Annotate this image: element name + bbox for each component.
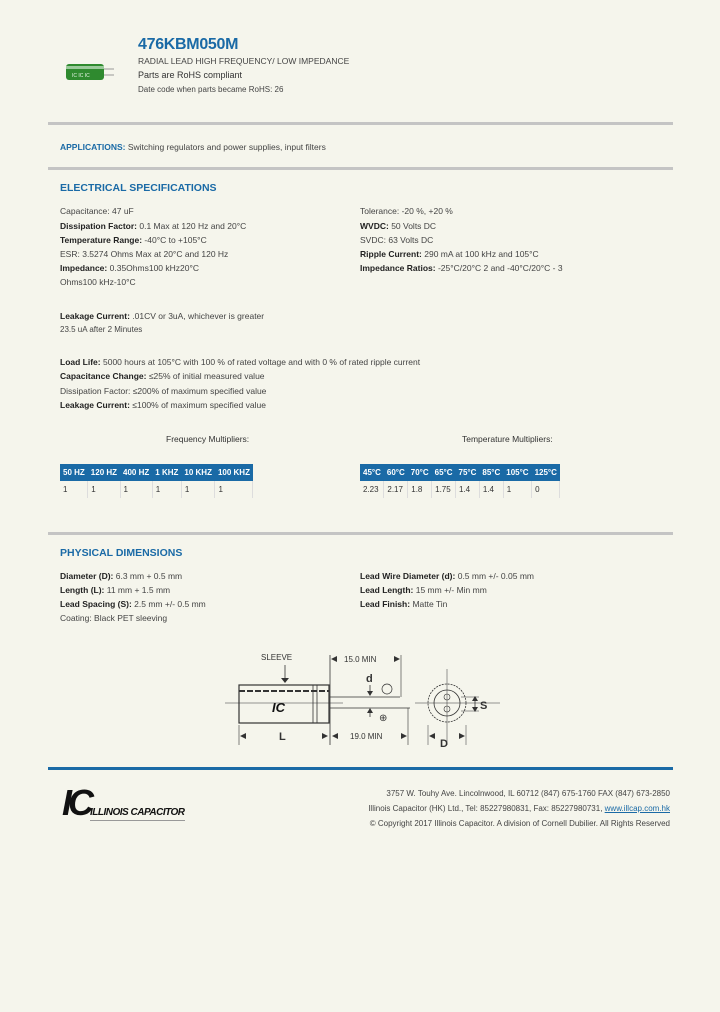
spec-value: 0.1 Max at 120 Hz and 20°C (139, 221, 247, 231)
spec-leakage-note: 23.5 uA after 2 Minutes (60, 325, 143, 334)
table-cell: 1 (181, 481, 215, 498)
spec-label: Capacitance: (60, 206, 110, 216)
dimension-diagram (225, 645, 505, 750)
table-header-row (360, 464, 560, 481)
spec-label: Diameter (D): (60, 571, 114, 581)
lead-diameter-label: d (366, 673, 373, 685)
logo-mark: IC (62, 782, 90, 823)
spec-esr (60, 249, 228, 259)
logo-underline (90, 820, 185, 821)
spec-value: ≤100% of maximum specified value (132, 400, 266, 410)
divider (48, 532, 673, 535)
spec-label: WVDC: (360, 221, 389, 231)
spec-value: 15 mm +/- Min mm (415, 585, 487, 595)
dim-lead-length (360, 585, 487, 595)
table-header: 120 HZ (88, 464, 120, 481)
spec-label: ESR: (60, 249, 80, 259)
spec-leakage-current (60, 311, 264, 321)
table-header: 105°C (503, 464, 531, 481)
divider (48, 122, 673, 125)
dim-coating (60, 613, 167, 623)
physical-dimensions-title: PHYSICAL DIMENSIONS (60, 547, 183, 559)
spec-value: 11 mm + 1.5 mm (106, 585, 171, 595)
spec-label: Temperature Range: (60, 235, 143, 245)
table-header: 75°C (456, 464, 480, 481)
spec-value: 3.5274 Ohms Max at 20°C and 120 Hz (82, 249, 229, 259)
table-row (60, 481, 253, 498)
table-cell: 1 (152, 481, 181, 498)
table-header: 10 KHZ (181, 464, 215, 481)
spec-capacitance (60, 206, 134, 216)
frequency-multipliers-table (60, 464, 253, 498)
spec-value: Black PET sleeving (94, 613, 168, 623)
spec-label: Length (L): (60, 585, 105, 595)
spec-label: Impedance: (60, 263, 108, 273)
spec-label: Leakage Current: (60, 400, 130, 410)
spec-label: Dissipation Factor: (60, 386, 131, 396)
table-header: 85°C (479, 464, 503, 481)
table-header: 400 HZ (120, 464, 152, 481)
table-header: 45°C (360, 464, 384, 481)
spec-value: 6.3 mm + 0.5 mm (115, 571, 183, 581)
lead-spacing-label: S (480, 700, 488, 712)
table-cell: 1 (88, 481, 120, 498)
rohs-date-code: Date code when parts became RoHS: 26 (138, 85, 284, 94)
table-cell: 2.17 (384, 481, 408, 498)
logo-text: ILLINOIS CAPACITOR (90, 807, 185, 818)
rohs-status: Parts are RoHS compliant (138, 70, 243, 80)
spec-load-life (60, 357, 420, 367)
spec-value: 290 mA at 100 kHz and 105°C (424, 249, 539, 259)
spec-value: .01CV or 3uA, whichever is greater (132, 311, 265, 321)
spec-ripple-current (360, 249, 539, 259)
table-header-row (60, 464, 253, 481)
spec-value: 5000 hours at 105°C with 100 % of rated voltage and with 0 % of rated ripple current (102, 357, 421, 367)
dim-lead-wire-diameter (360, 571, 534, 581)
applications-row (60, 142, 326, 152)
part-number: 476KBM050M (138, 36, 239, 53)
spec-dissipation-change (60, 386, 266, 396)
spec-leakage-change (60, 400, 266, 410)
table-cell: 1 (215, 481, 253, 498)
spec-label: Dissipation Factor: (60, 221, 137, 231)
table-header: 50 HZ (60, 464, 88, 481)
length-label: L (279, 731, 286, 743)
spec-value: Matte Tin (412, 599, 448, 609)
table-header: 60°C (384, 464, 408, 481)
spec-temperature-range (60, 235, 207, 245)
spec-label: Coating: (60, 613, 92, 623)
part-description: RADIAL LEAD HIGH FREQUENCY/ LOW IMPEDANCE (138, 56, 350, 66)
spec-value: 2.5 mm +/- 0.5 mm (134, 599, 206, 609)
footer-copyright: © Copyright 2017 Illinois Capacitor. A division of Cornell Dubilier. All Rights Reserved (369, 819, 670, 828)
table-header: 125°C (532, 464, 560, 481)
table-row (360, 481, 560, 498)
table-cell: 1.8 (408, 481, 432, 498)
spec-dissipation-factor (60, 221, 246, 231)
sleeve-label: SLEEVE (261, 653, 293, 662)
spec-tolerance (360, 206, 453, 216)
table-cell: 1 (60, 481, 88, 498)
footer-divider (48, 767, 673, 770)
spec-label: Lead Wire Diameter (d): (360, 571, 456, 581)
table-cell: 1.4 (456, 481, 480, 498)
spec-value: ≤25% of initial measured value (148, 371, 265, 381)
spec-value: 63 Volts DC (388, 235, 434, 245)
spec-impedance-2 (60, 277, 136, 287)
spec-label: Lead Length: (360, 585, 414, 595)
spec-wvdc (360, 221, 436, 231)
spec-impedance-ratios (360, 263, 563, 273)
spec-label: Ripple Current: (360, 249, 422, 259)
spec-label: SVDC: (360, 235, 386, 245)
spec-value: 50 Volts DC (391, 221, 437, 231)
lead-length-bottom-dim: 19.0 MIN (350, 732, 383, 741)
dim-length (60, 585, 170, 595)
table-cell: 1 (120, 481, 152, 498)
company-logo (62, 782, 192, 835)
spec-value: Ohms100 kHz-10°C (60, 277, 136, 287)
footer-address: 3757 W. Touhy Ave. Lincolnwood, IL 60712 (847) 675-1760 FAX (847) 673-2850 (386, 789, 670, 798)
divider (48, 167, 673, 170)
footer-hk-contact (368, 804, 670, 813)
frequency-multipliers-title: Frequency Multipliers: (166, 434, 250, 444)
table-header: 70°C (408, 464, 432, 481)
spec-capacitance-change (60, 371, 265, 381)
footer-hk-link[interactable]: www.illcap.com.hk (604, 804, 670, 813)
spec-label: Leakage Current: (60, 311, 130, 321)
spec-value: -40°C to +105°C (144, 235, 207, 245)
table-cell: 1.75 (432, 481, 456, 498)
spec-value: 0.5 mm +/- 0.05 mm (457, 571, 535, 581)
footer-hk-text: Illinois Capacitor (HK) Ltd., Tel: 85227980831, Fax: 85227980731, (368, 804, 605, 813)
capacitor-image (66, 62, 114, 82)
spec-value: -25°C/20°C 2 and -40°C/20°C - 3 (437, 263, 563, 273)
dim-lead-spacing (60, 599, 206, 609)
table-header: 1 KHZ (152, 464, 181, 481)
spec-value: ≤200% of maximum specified value (132, 386, 267, 396)
spec-value: 0.35Ohms100 kHz20°C (109, 263, 200, 273)
spec-value: 47 uF (112, 206, 134, 216)
spec-value: -20 %, +20 % (401, 206, 453, 216)
lead-length-top-dim: 15.0 MIN (344, 655, 377, 664)
temperature-multipliers-table (360, 464, 560, 498)
applications-label: APPLICATIONS: (60, 142, 126, 152)
applications-value: Switching regulators and power supplies, input filters (127, 142, 326, 152)
table-cell: 1 (503, 481, 531, 498)
spec-impedance (60, 263, 199, 273)
table-header: 100 KHZ (215, 464, 253, 481)
spec-label: Capacitance Change: (60, 371, 147, 381)
temperature-multipliers-title: Temperature Multipliers: (462, 434, 553, 444)
dim-diameter (60, 571, 182, 581)
spec-label: Lead Finish: (360, 599, 411, 609)
spec-label: Load Life: (60, 357, 101, 367)
svg-text:IC IC IC: IC IC IC (72, 73, 90, 79)
table-cell: 0 (532, 481, 560, 498)
spec-label: Lead Spacing (S): (60, 599, 132, 609)
positive-terminal-icon: ⊕ (379, 713, 388, 724)
table-header: 65°C (432, 464, 456, 481)
svg-text:IC: IC (272, 700, 285, 715)
table-cell: 2.23 (360, 481, 384, 498)
spec-svdc (360, 235, 433, 245)
spec-label: Impedance Ratios: (360, 263, 436, 273)
dim-lead-finish (360, 599, 447, 609)
electrical-specs-title: ELECTRICAL SPECIFICATIONS (60, 182, 217, 194)
diameter-label: D (440, 738, 448, 750)
table-cell: 1.4 (479, 481, 503, 498)
spec-label: Tolerance: (360, 206, 400, 216)
